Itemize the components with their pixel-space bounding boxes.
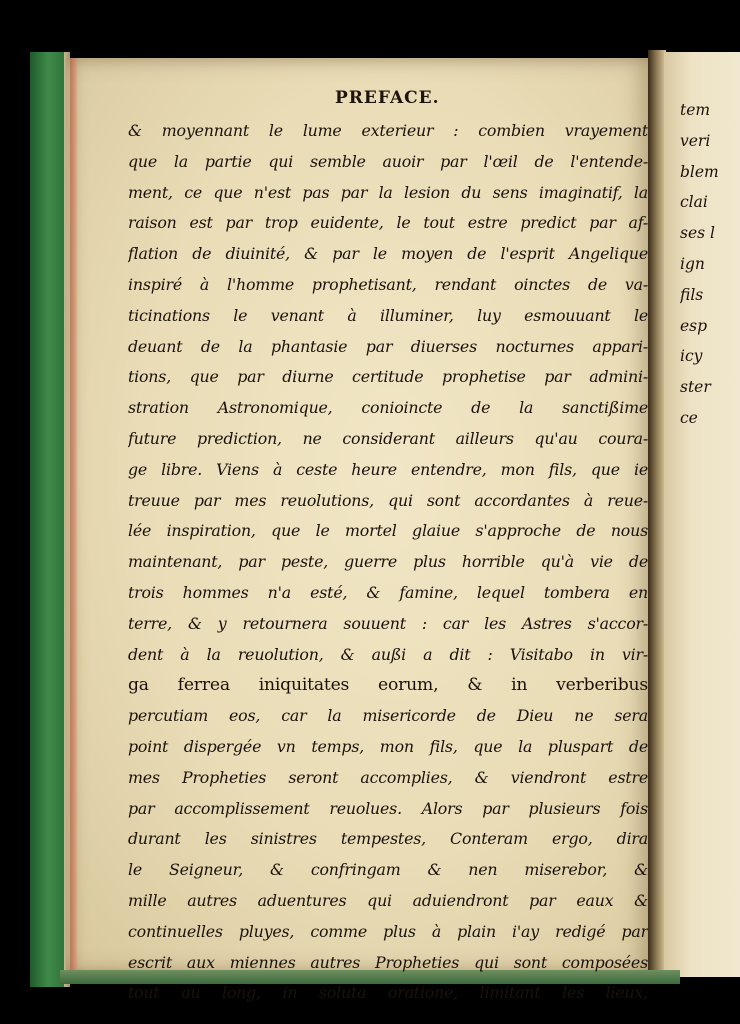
right-page-fragment: ign — [680, 254, 705, 273]
text-line: terre, & y retournera souuent : car les Astres s'accor- — [128, 613, 648, 633]
right-page-fragment: ster — [680, 378, 711, 397]
text-line: mille autres aduentures qui aduiendront par eaux & — [128, 890, 648, 910]
text-line: & moyennant le lume exterieur : combien vrayement — [128, 121, 648, 140]
running-head: PREFACE. — [335, 88, 440, 108]
text-line: ga ferrea iniquitates eorum, & in verberibus — [128, 675, 648, 696]
right-page-fragment: tem — [680, 101, 711, 119]
text-line: treuue par mes reuolutions, qui sont accordantes à reue- — [128, 490, 648, 510]
right-page-fragment: veri — [680, 131, 711, 150]
text-line: continuelles pluyes, comme plus à plain i'ay redigé par — [128, 921, 648, 941]
right-page-fragment: ses l — [680, 224, 715, 243]
right-page-text-fragments — [680, 95, 740, 434]
text-line: deuant de la phantasie par diuerses nocturnes appari- — [128, 336, 648, 356]
text-line: point dispergée vn temps, mon fils, que la pluspart de — [128, 736, 648, 756]
right-page-fragment: fils — [680, 285, 704, 304]
text-line: par accomplissement reuolues. Alors par plusieurs fois — [128, 798, 648, 818]
right-page-fragment: esp — [680, 316, 708, 335]
right-page-fragment: clai — [680, 193, 708, 212]
text-line: tout au long, in soluta oratione, limitant les lieux, — [128, 983, 648, 1003]
text-line: inspiré à l'homme prophetisant, rendant oinctes de va- — [128, 274, 648, 294]
text-line: trois hommes n'a esté, & famine, lequel tombera en — [128, 582, 648, 602]
text-line: future prediction, ne considerant ailleurs qu'au coura- — [128, 428, 648, 448]
text-line: lée inspiration, que le mortel glaiue s'approche de nous — [128, 521, 648, 541]
text-line: ge libre. Viens à ceste heure entendre, mon fils, que ie — [128, 459, 648, 479]
text-line: escrit aux miennes autres Propheties qui sont composées — [128, 952, 648, 972]
text-line: tions, que par diurne certitude prophetise par admini- — [128, 367, 648, 387]
text-line: dent à la reuolution, & außi a dit : Visitabo in vir- — [128, 644, 648, 664]
text-line: que la partie qui semble auoir par l'œil de l'entende- — [128, 151, 648, 171]
text-line: raison est par trop euidente, le tout estre predict par af- — [128, 213, 648, 233]
text-line: ticinations le venant à illuminer, luy esmouuant le — [128, 305, 648, 325]
green-cover-edge — [30, 52, 70, 987]
text-line: ment, ce que n'est pas par la lesion du sens imaginatif, la — [128, 182, 648, 202]
text-line: mes Propheties seront accomplies, & viendront estre — [128, 767, 648, 787]
left-page-text — [128, 116, 648, 1009]
right-page-fragment: icy — [680, 347, 703, 366]
text-line: le Seigneur, & confringam & nen miserebor, & — [128, 860, 648, 880]
right-page-fragment: ce — [680, 408, 698, 427]
text-line: maintenant, par peste, guerre plus horrible qu'à vie de — [128, 552, 648, 572]
text-line: durant les sinistres tempestes, Conteram ergo, dira — [128, 829, 648, 849]
text-line: stration Astronomique, conioincte de la sanctißime — [128, 398, 648, 418]
text-line: percutiam eos, car la misericorde de Dieu ne sera — [128, 706, 648, 726]
text-line: flation de diuinité, & par le moyen de l'esprit Angelique — [128, 244, 648, 264]
right-page-fragment: blem — [680, 162, 719, 181]
